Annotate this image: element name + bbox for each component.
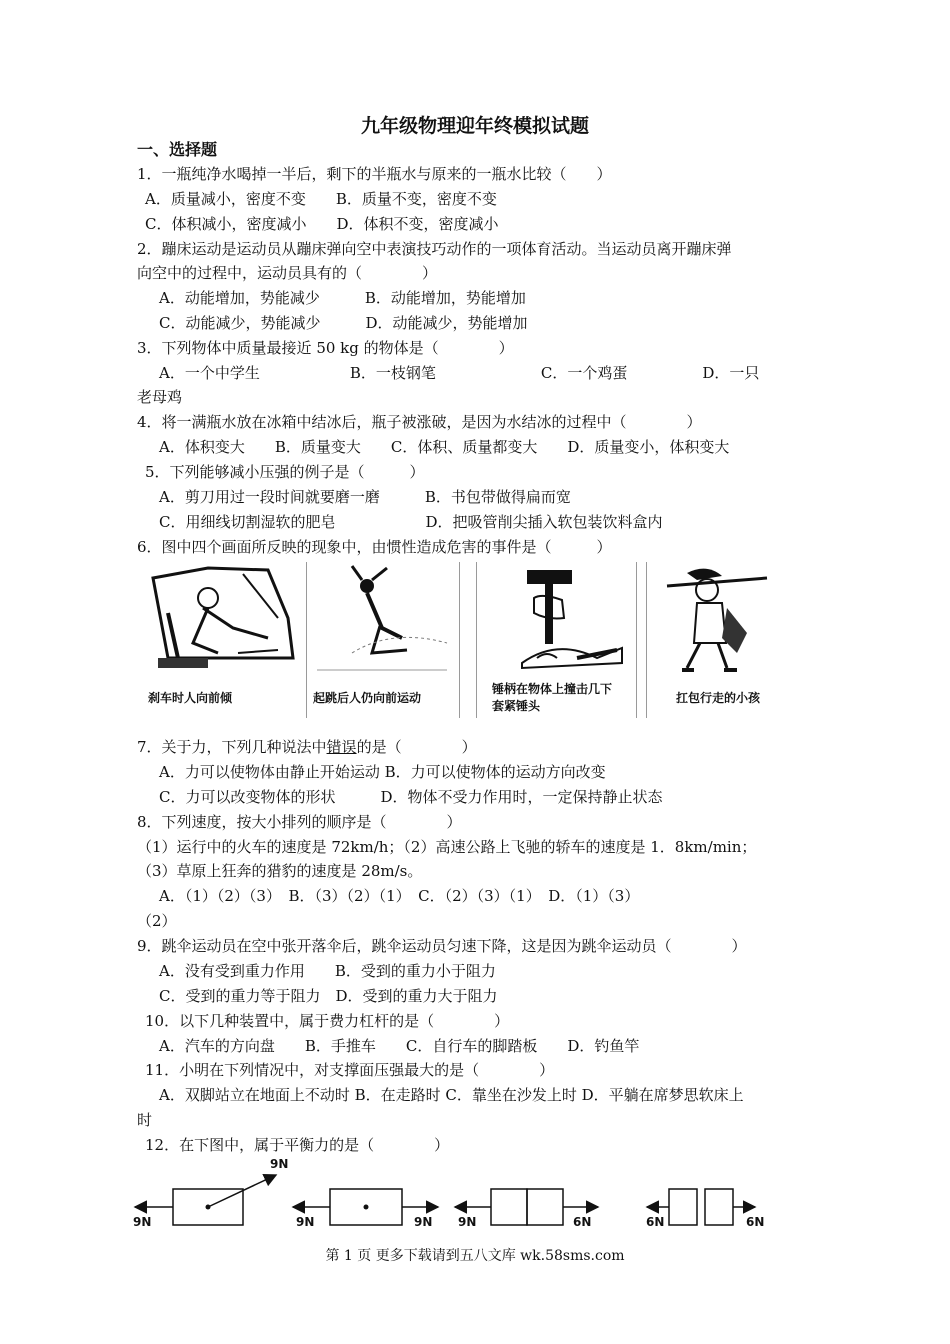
q4-stem: 4．将一满瓶水放在冰箱中结冰后，瓶子被涨破，是因为水结冰的过程中（ ） — [137, 413, 702, 431]
q8-options: A．（1）（2）（3） B．（3）（2）（1） C．（2）（3）（1） D．（1）（3） — [159, 887, 640, 905]
q5-stem: 5．下列能够减小压强的例子是（ ） — [145, 463, 425, 481]
q2-stem: 2．蹦床运动是运动员从蹦床弹向空中表演技巧动作的一项体育活动。当运动员离开蹦床弹 — [137, 240, 732, 258]
q9-options-cd: C．受到的重力等于阻力 D．受到的重力大于阻力 — [159, 987, 498, 1005]
q1-stem: 1．一瓶纯净水喝掉一半后，剩下的半瓶水与原来的一瓶水比较（ ） — [137, 165, 612, 183]
force-label: 9N — [458, 1215, 477, 1229]
q11-options-cont: 时 — [137, 1111, 153, 1129]
q3-options: A．一个中学生 B．一枝钢笔 C．一个鸡蛋 D．一只 — [159, 364, 760, 382]
panel-divider — [476, 562, 477, 718]
panel-divider — [459, 562, 460, 718]
q2-stem-cont: 向空中的过程中，运动员具有的（ ） — [137, 264, 438, 282]
q8-stem: 8．下列速度，按大小排列的顺序是（ ） — [137, 813, 462, 831]
q7-emphasis: 错误 — [326, 738, 357, 756]
q7-stem — [137, 737, 477, 757]
figure-caption: 刹车时人向前倾 — [148, 691, 233, 705]
q7-stem-post: 的是（ ） — [356, 738, 477, 756]
q9-options-ab: A．没有受到重力作用 B．受到的重力小于阻力 — [159, 962, 496, 980]
q5-options-ab: A．剪刀用过一段时间就要磨一磨 B．书包带做得扁而宽 — [159, 488, 571, 506]
figure-caption: 扛包行走的小孩 — [676, 691, 761, 705]
force-label: 6N — [746, 1215, 765, 1229]
figure-caption: 锤柄在物体上撞击几下 — [492, 682, 613, 696]
q7-stem-pre: 7．关于力，下列几种说法中 — [137, 738, 327, 756]
q10-stem: 10．以下几种装置中，属于费力杠杆的是（ ） — [145, 1012, 510, 1030]
force-label: 9N — [296, 1215, 315, 1229]
q11-stem: 11．小明在下列情况中，对支撑面压强最大的是（ ） — [145, 1061, 555, 1079]
section-heading: 一、选择题 — [137, 140, 218, 159]
panel-divider — [646, 562, 647, 718]
page-footer: 第 1 页 更多下载请到五八文库 wk.58sms.com — [325, 1248, 625, 1264]
force-label: 6N — [646, 1215, 665, 1229]
q4-options: A．体积变大 B．质量变大 C．体积、质量都变大 D．质量变小，体积变大 — [159, 438, 730, 456]
q5-options-cd: C．用细线切割湿软的肥皂 D．把吸管削尖插入软包装饮料盒内 — [159, 513, 663, 531]
q8-item-1-2: （1）运行中的火车的速度是 72km/h；（2）高速公路上飞驰的轿车的速度是 1．8km/min； — [137, 838, 757, 856]
q1-options-cd: C．体积减小，密度减小 D．体积不变，密度减小 — [145, 215, 499, 233]
q3-stem: 3．下列物体中质量最接近 50 kg 的物体是（ ） — [137, 339, 514, 357]
force-label: 9N — [270, 1157, 289, 1171]
q1-options-ab: A．质量减小，密度不变 B．质量不变，密度不变 — [145, 190, 497, 208]
q12-stem: 12．在下图中，属于平衡力的是（ ） — [145, 1136, 450, 1154]
figure-caption: 起跳后人仍向前运动 — [313, 691, 422, 705]
q9-stem: 9．跳伞运动员在空中张开落伞后，跳伞运动员匀速下降，这是因为跳伞运动员（ ） — [137, 937, 747, 955]
q2-options-cd: C．动能减少，势能减少 D．动能减少，势能增加 — [159, 314, 528, 332]
panel-divider — [636, 562, 637, 718]
page-title: 九年级物理迎年终模拟试题 — [360, 115, 589, 137]
q8-item-3: （3）草原上狂奔的猎豹的速度是 28m/s。 — [137, 862, 423, 880]
force-label: 9N — [133, 1215, 152, 1229]
q7-options-cd: C．力可以改变物体的形状 D．物体不受力作用时，一定保持静止状态 — [159, 788, 663, 806]
q7-options-ab: A．力可以使物体由静止开始运动 B．力可以使物体的运动方向改变 — [159, 763, 606, 781]
q2-options-ab: A．动能增加，势能减少 B．动能增加，势能增加 — [159, 289, 526, 307]
q3-options-cont: 老母鸡 — [137, 388, 183, 406]
force-label: 9N — [414, 1215, 433, 1229]
q6-stem: 6．图中四个画面所反映的现象中，由惯性造成危害的事件是（ ） — [137, 538, 612, 556]
q11-options: A．双脚站立在地面上不动时 B．在走路时 C．靠坐在沙发上时 D．平躺在席梦思软床上 — [159, 1086, 744, 1104]
force-diagram-a — [135, 1175, 276, 1225]
force-label: 6N — [573, 1215, 592, 1229]
q10-options: A．汽车的方向盘 B．手推车 C．自行车的脚踏板 D．钓鱼竿 — [159, 1037, 640, 1055]
panel-divider — [306, 562, 307, 718]
figure-caption: 套紧锤头 — [492, 699, 541, 713]
q8-options-cont: （2） — [137, 912, 177, 930]
